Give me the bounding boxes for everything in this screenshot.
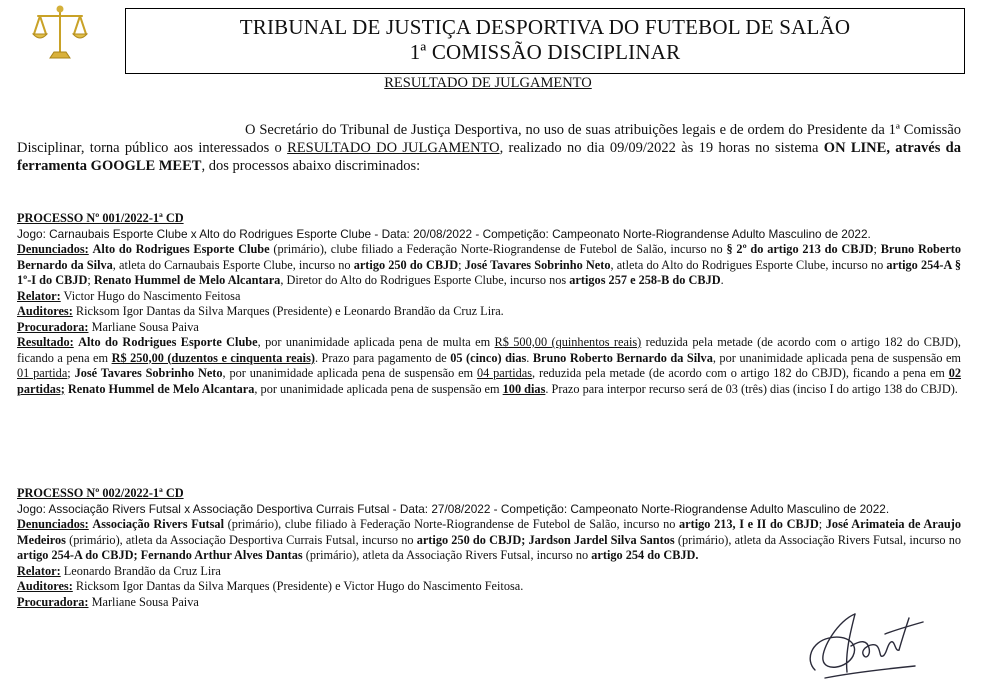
intro-online: ON LINE, através da ferramenta GOOGLE MEET bbox=[17, 140, 961, 174]
denunciados: Denunciados: Alto do Rodrigues Esporte Clube (primário), clube filiado a Federação Norte-Riograndense de Futebol de Salão, incurso no § 2º do artigo 213 do CBJD; Bruno Roberto Bernardo da Silva, atleta do Carnaubais Esporte Clube, incurso no artigo 250 do CBJD; José Tavares Sobrinho Neto, atleta do Alto do Rodrigues Esporte Clube, incurso no artigo 254-A § 1º-I do CBJD; Renato Hummel de Melo Alcantara, Diretor do Alto do Rodrigues Esporte Clube, incurso nos artigos 257 e 258-B do CBJD. bbox=[17, 242, 962, 287]
process-title: PROCESSO Nº 002/2022-1ª CD bbox=[17, 486, 184, 500]
relator: Relator: Victor Hugo do Nascimento Feitosa bbox=[17, 288, 241, 303]
procuradora-label: Procuradora: bbox=[17, 319, 89, 334]
process-001 bbox=[17, 211, 961, 397]
scales-of-justice-icon bbox=[30, 4, 90, 62]
denunciados: Denunciados: Associação Rivers Futsal (primário), clube filiado à Federação Norte-Riograndense de Futebol de Salão, incurso no artigo 213, I e II do CBJD; José Arimateia de Araujo Medeiros (primário), atleta da Associação Desportiva Currais Futsal, incurso no artigo 250 do CBJD; Jardson Jardel Silva Santos (primário), atleta da Associação Rivers Futsal, incurso no artigo 254-A do CBJD; Fernando Arthur Alves Dantas (primário), atleta da Associação Rivers Futsal, incurso no artigo 254 do CBJD. bbox=[17, 517, 962, 562]
intro-paragraph bbox=[17, 121, 961, 175]
denunciados-label: Denunciados: bbox=[17, 242, 89, 256]
relator: Relator: Leonardo Brandão da Cruz Lira bbox=[17, 563, 221, 578]
signature-icon bbox=[795, 600, 927, 686]
relator-label: Relator: bbox=[17, 288, 61, 303]
intro-text: , dos processos abaixo discriminados: bbox=[201, 158, 421, 174]
intro-text: , realizado no dia 09/09/2022 às 19 horas no sistema bbox=[499, 140, 824, 156]
process-002 bbox=[17, 486, 961, 610]
tribunal-title: TRIBUNAL DE JUSTIÇA DESPORTIVA DO FUTEBOL DE SALÃO bbox=[239, 15, 851, 39]
game-info: Jogo: Associação Rivers Futsal x Associação Desportiva Currais Futsal - Data: 27/08/2022 - Competição: Campeonato Norte-Riograndense Adulto Masculino de 2022. bbox=[17, 501, 890, 516]
procuradora: Procuradora: Marliane Sousa Paiva bbox=[17, 594, 199, 609]
process-title: PROCESSO Nº 001/2022-1ª CD bbox=[17, 211, 184, 225]
intro-text: O Secretário do Tribunal de Justiça Desportiva, no uso de suas atribuições legais e de ordem do Presidente da 1ª Comissão Disciplinar, torna público aos interessados o bbox=[17, 122, 961, 156]
header-title-box bbox=[125, 8, 965, 74]
procuradora: Procuradora: Marliane Sousa Paiva bbox=[17, 319, 199, 334]
result-title: RESULTADO DE JULGAMENTO bbox=[384, 75, 592, 91]
auditores: Auditores: Ricksom Igor Dantas da Silva Marques (Presidente) e Victor Hugo do Nascimento Feitosa. bbox=[17, 579, 524, 593]
auditores-label: Auditores: bbox=[17, 304, 73, 318]
relator-label: Relator: bbox=[17, 563, 61, 578]
resultado-label: Resultado: bbox=[17, 335, 74, 349]
commission-title: 1ª COMISSÃO DISCIPLINAR bbox=[409, 40, 681, 64]
game-info: Jogo: Carnaubais Esporte Clube x Alto do Rodrigues Esporte Clube - Data: 20/08/2022 - Competição: Campeonato Norte-Riograndense Adulto Masculino de 2022. bbox=[17, 226, 871, 241]
auditores-label: Auditores: bbox=[17, 579, 73, 593]
denunciados-label: Denunciados: bbox=[17, 517, 89, 531]
intro-result-link: RESULTADO DO JULGAMENTO bbox=[287, 140, 500, 156]
procuradora-label: Procuradora: bbox=[17, 594, 89, 609]
auditores: Auditores: Ricksom Igor Dantas da Silva Marques (Presidente) e Leonardo Brandão da Cruz Lira. bbox=[17, 304, 504, 318]
resultado: Resultado: Alto do Rodrigues Esporte Clube, por unanimidade aplicada pena de multa em R$ 500,00 (quinhentos reais) reduzida pela metade (de acordo com o artigo 182 do CBJD), ficando a pena em R$ 250,00 (duzentos e cinquenta reais). Prazo para pagamento de 05 (cinco) dias. Bruno Roberto Bernardo da Silva, por unanimidade aplicada pena de suspensão em 01 partida; José Tavares Sobrinho Neto, por unanimidade aplicada pena de suspensão em 04 partidas, reduzida pela metade (de acordo com o artigo 182 do CBJD), ficando a pena em 02 partidas; Renato Hummel de Melo Alcantara, por unanimidade aplicada pena de suspensão em 100 dias. Prazo para interpor recurso será de 03 (três) dias (inciso I do artigo 138 do CBJD). bbox=[17, 335, 962, 396]
